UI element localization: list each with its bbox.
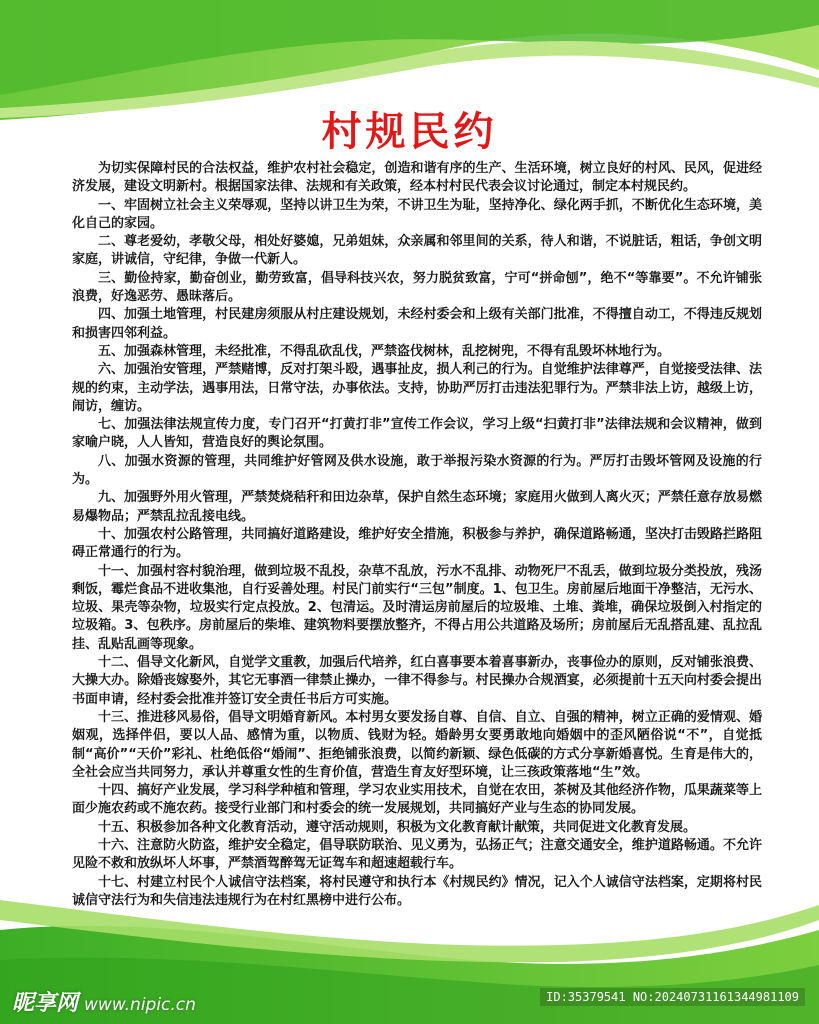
image-id-watermark: ID:35379541 NO:20240731161344981109 xyxy=(540,988,805,1006)
clause-10: 十、加强农村公路管理，共同搞好道路建设，维护好安全措施，积极参与养护，确保道路畅通，坚决打击毁路拦路阻碍正常通行的行为。 xyxy=(72,526,762,561)
clause-9: 九、加强野外用火管理，严禁焚烧秸秆和田边杂草，保护自然生态环境；家庭用火做到人离火灭；严禁任意存放易燃易爆物品；严禁乱拉乱接电线。 xyxy=(72,490,762,524)
clause-17: 十七、村建立村民个人诚信守法档案，将村民遵守和执行本《村规民约》情况，记入个人诚信守法档案，定期将村民诚信守法行为和失信违法违规行为在村红黑榜中进行公布。 xyxy=(72,874,762,908)
clause-1: 一、牢固树立社会主义荣辱观，坚持以讲卫生为荣，不讲卫生为耻，坚持净化、绿化两手抓，不断优化生态环境，美化自己的家园。 xyxy=(72,197,762,231)
clause-16: 十六、注意防火防盗，维护安全稳定，倡导联防联治、见义勇为，弘扬正气；注意交通安全，维护道路畅通。不允许见险不救和放纵坏人坏事，严禁酒驾醉驾无证驾车和超速超载行车。 xyxy=(72,837,762,872)
clause-3: 三、勤俭持家，勤奋创业，勤劳致富，倡导科技兴农，努力脱贫致富，宁可“拼命刨”，绝不“等靠要”。不允许铺张浪费，好逸恶劳、愚昧落后。 xyxy=(72,270,762,305)
intro-paragraph: 为切实保障村民的合法权益，维护农村社会稳定，创造和谐有序的生产、生活环境，树立良好的村风、民风，促进经济发展，建设文明新村。根据国家法律、法规和有关政策，经本村村民代表会议讨论通过，制定本村规民约。 xyxy=(72,161,762,195)
clause-15: 十五、积极参加各种文化教育活动，遵守活动规则，积极为文化教育献计献策，共同促进文化教育发展。 xyxy=(98,819,697,835)
page-title: 村规民约 xyxy=(321,109,498,155)
clause-8: 八、加强水资源的管理，共同维护好管网及供水设施，敢于举报污染水资源的行为。严厉打击毁坏管网及设施的行为。 xyxy=(72,453,762,488)
clause-7: 七、加强法律法规宣传力度，专门召开“打黄打非”宣传工作会议，学习上级“扫黄打非”法律法规和会议精神，做到家喻户晓，人人皆知，营造良好的舆论氛围。 xyxy=(72,417,762,451)
clause-2: 二、尊老爱幼，孝敬父母，相处好婆媳，兄弟姐妹，众亲属和邻里间的关系，待人和谐，不说脏话，粗话，争创文明家庭，讲诚信，守纪律，争做一代新人。 xyxy=(72,234,762,268)
clause-5: 五、加强森林管理，未经批准，不得乱砍乱伐，严禁盗伐树林，乱挖树兜，不得有乱毁坏林地行为。 xyxy=(98,343,671,359)
watermark-url: www.nipic.cn xyxy=(84,995,196,1015)
clause-4: 四、加强土地管理，村民建房须服从村庄建设规划，未经村委会和上级有关部门批准，不得擅自动工，不得违反规划和损害四邻利益。 xyxy=(72,307,762,341)
clause-11: 十一、加强村容村貌治理，做到垃圾不乱投，杂草不乱放，污水不乱排、动物死尸不乱丢，做到垃圾分类投放，残汤剩饭，霉烂食品不进收集池，自行妥善处理。村民门前实行“三包”制度。1、包卫生。房前屋后地面干净整洁，无污水、垃圾、果壳等杂物，垃圾实行定点投放。2、包清运。及时清运房前屋后的垃圾堆、土堆、粪堆，确保垃圾倒入村指定的垃圾箱。3、包秩序。房前屋后的柴堆、建筑物料要摆放整齐，不得占用公共道路及场所；房前屋后无乱搭乱建、乱拉乱挂、乱贴乱画等现象。 xyxy=(72,563,762,652)
clause-6: 六、加强治安管理，严禁赌博，反对打架斗殴，遇事扯皮，损人利己的行为。自觉维护法律尊严，自觉接受法律、法规的约束，主动学法，遇事用法，日常守法，办事依法。支持，协助严厉打击违法犯罪行为。严禁非法上访，越级上访，闹访，缠访。 xyxy=(72,362,762,414)
clause-14: 十四、搞好产业发展，学习科学种植和管理，学习农业实用技术，自觉在农田，茶树及其他经济作物，瓜果蔬菜等上面少施农药或不施农药。接受行业部门和村委会的统一发展规划，共同搞好产业与生态的协同发展。 xyxy=(72,783,762,817)
clause-13: 十三、推进移风易俗，倡导文明婚育新风。本村男女要发扬自尊、自信、自立、自强的精神，树立正确的爱情观、婚姻观，选择伴侣，要以人品、感情为重，以物质、钱财为轻。婚龄男女要勇敢地向婚姻中的歪风陋俗说“不”，自觉抵制“高价”“天价”彩礼、杜绝低俗“婚闹”、拒绝铺张浪费，以简约新颖、绿色低碳的方式分享新婚喜悦。生育是伟大的，全社会应当共同努力，承认并尊重女性的生育价值，营造生育友好型环境，让三孩政策落地“生”效。 xyxy=(72,709,762,780)
site-watermark xyxy=(12,986,196,1017)
clause-12: 十二、倡导文化新风，自觉学文重教，加强后代培养，红白喜事要本着喜事新办，丧事俭办的原则，反对铺张浪费、大操大办。除婚丧嫁娶外，其它无事酒一律禁止操办，一律不得参与。村民操办合规酒宴，必须提前十五天向村委会提出书面申请，经村委会批准并签订安全责任书后方可实施。 xyxy=(72,655,762,707)
regulation-body xyxy=(72,160,762,910)
watermark-brand: 昵享网 xyxy=(12,991,79,1016)
